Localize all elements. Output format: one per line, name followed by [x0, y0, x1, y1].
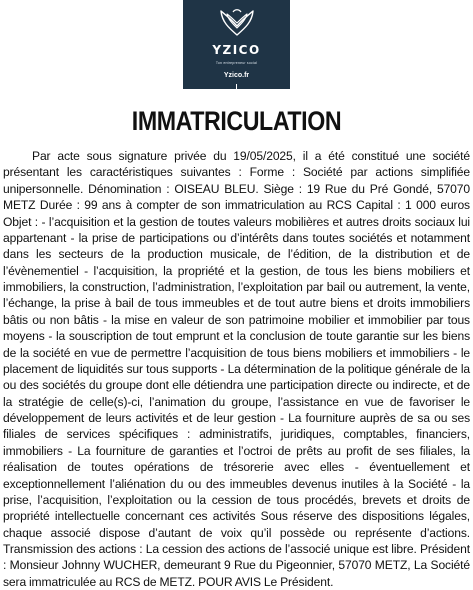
notice-body: Par acte sous signature privée du 19/05/2025, il a été constitué une société présentant les caractéristiques suivantes : Forme : Société par actions simplifiée unipersonnelle. Dénomination : OISEAU BLEU. Siège : 19 Rue du Pré Gondé, 57070 METZ Durée : 99 ans à compter de son immatriculation au RCS Capital : 1 000 euros Objet : - l’acquisition et la gestion de toutes valeurs mobilières et autres droits sociaux lui appartenant - la prise de participations ou d’intérêts dans toutes sociétés et notamment dans les secteurs de la production musicale, de l’édition, de la distribution et de l’évènementiel - l’acquisition, la propriété et la gestion, de tous les biens mobiliers et immobiliers, la construction, l’administration, l’exploitation par bail ou autrement, la vente, l’échange, la prise à bail de tous immeubles et de tout autre biens et droits immobiliers bâtis ou non bâtis - la mise en valeur de son patrimoine mobilier et immobilier par tous moyens - la souscription de tout emprunt et la conclusion de toute garantie sur les biens de la société en vue de permettre l’acquisition de tous biens mobiliers et immobiliers - le placement de liquidités sur tous supports - La détermination de la politique générale de la ou des sociétés du groupe dont elle détiendra une participation directe ou indirecte, et de la stratégie de celle(s)-ci, l’animation du groupe, l’assistance en vue de favoriser le développement de leurs activités et de leur gestion - La fourniture auprès de sa ou ses filiales de services spécifiques : administratifs, juridiques, comptables, financiers, immobiliers - La fourniture de garanties et l’octroi de prêts au profit de ses filiales, la réalisation de toutes opérations de trésorerie avec elles - éventuellement et exceptionnellement l’aliénation du ou des immeubles devenus inutiles à la Société - la prise, l’acquisition, l’exploitation ou la cession de tous procédés, brevets et droits de propriété intellectuelle concernant ces activités Sous réserve des dispositions légales, chaque associé dispose d’autant de voix qu’il possède ou représente d’actions. Transmission des actions : La cession des actions de l’associé unique est libre. Président : Monsieur Johnny WUCHER, demeurant 9 Rue du Pigeonnier, 57070 METZ, La Société sera immatriculée au RCS de METZ. POUR AVIS Le Président.: [3, 149, 470, 589]
logo-divider: [236, 84, 237, 89]
logo-tagline: Ton entrepreneur social: [215, 61, 258, 65]
yzico-logo: [183, 0, 290, 89]
notice-title: IMMATRICULATION: [131, 106, 342, 136]
logo-name: YZICO: [212, 43, 261, 57]
yzico-wings-icon: [219, 6, 255, 38]
logo-url: Yzico.fr: [223, 72, 250, 79]
